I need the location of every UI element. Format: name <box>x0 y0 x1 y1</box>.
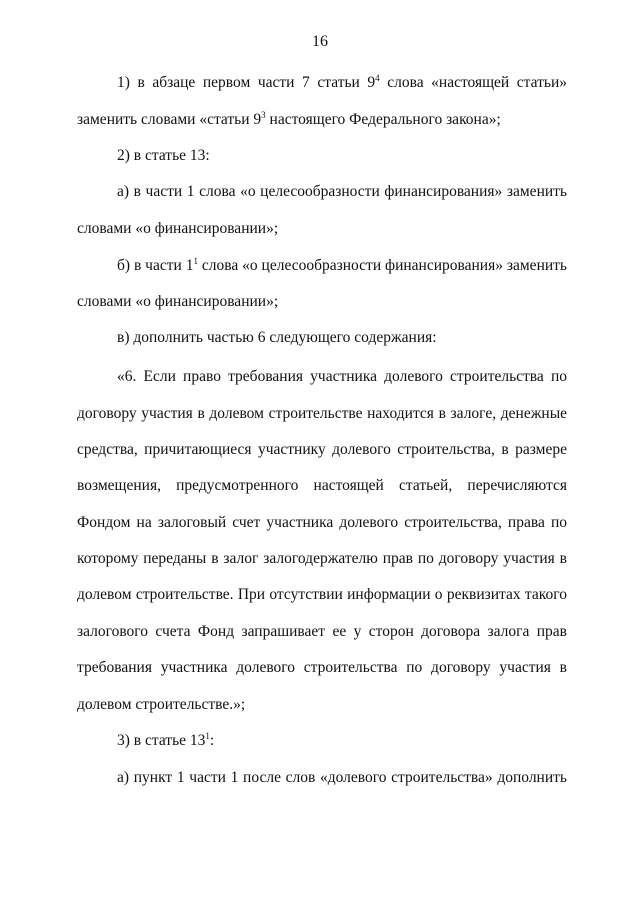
paragraph-6-line-1: «6. Если право требования участника долевого строительства по <box>117 368 567 385</box>
paragraph-8-line-1: а) пункт 1 части 1 после слов «долевого строительства» дополнить <box>117 769 567 786</box>
paragraph-3-line-2: словами «о финансировании»; <box>77 220 279 237</box>
paragraph-2-line-1: 2) в статье 13: <box>117 147 210 164</box>
paragraph-4-line-1: б) в части $1^1$ слова «о целесообразности финансирования» заменить <box>117 256 567 274</box>
paragraph-6-line-6: которому переданы в залог залогодержателю прав по договору участия в <box>77 550 567 567</box>
paragraph-5-line-1: в) дополнить частью 6 следующего содержания: <box>117 329 437 346</box>
paragraph-4-line-2: словами «о финансировании»; <box>77 293 279 310</box>
paragraph-6-line-4: возмещения, предусмотренного настоящей статьей, перечисляются <box>77 477 567 494</box>
paragraph-6-line-5: Фондом на залоговый счет участника долевого строительства, права по <box>77 514 567 531</box>
paragraph-1-line-1: 1) в абзаце первом части 7 статьи $9^4$ слова «настоящей статьи» <box>117 73 568 91</box>
paragraph-6-line-2: договору участия в долевом строительстве находится в залоге, денежные <box>77 405 567 422</box>
paragraph-6-line-3: средства, причитающиеся участнику долевого строительства, в размере <box>77 441 567 458</box>
paragraph-6-line-10: долевом строительстве.»; <box>77 696 246 713</box>
paragraph-6-line-9: требования участника долевого строительства по договору участия в <box>77 659 567 676</box>
paragraph-6-line-8: залогового счета Фонд запрашивает ее у сторон договора залога прав <box>77 623 567 640</box>
page-number: 16 <box>312 33 328 50</box>
paragraph-6-line-7: долевом строительстве. При отсутствии информации о реквизитах такого <box>77 586 567 603</box>
paragraph-1-line-2: заменить словами «статьи $9^3$ настоящего Федерального закона»; <box>77 110 501 128</box>
paragraph-7-line-1: 3) в статье $13^1$: <box>117 731 215 749</box>
paragraph-3-line-1: а) в части 1 слова «о целесообразности финансирования» заменить <box>117 183 567 200</box>
